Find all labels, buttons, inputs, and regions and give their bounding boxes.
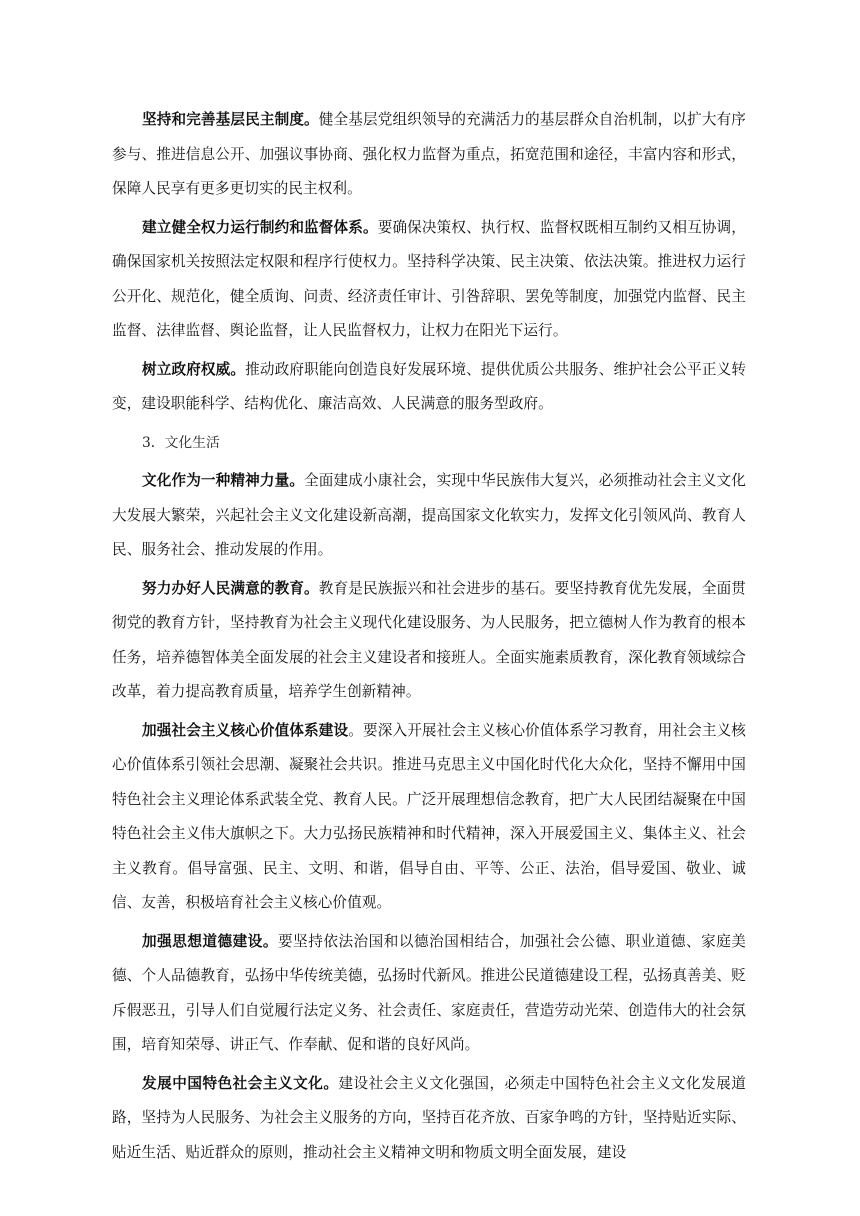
paragraph-body: 建设社会主义文化强国，必须走中国特色社会主义文化发展道路，坚持为人民服务、为社会主义服务的方向，坚持百花齐放、百家争鸣的方针，坚持贴近实际、贴近生活、贴近群众的原则，推动社会主义精神文明和物质文明全面发展，建设 xyxy=(112,1074,746,1161)
paragraph-lead: 努力办好人民满意的教育。 xyxy=(142,579,319,597)
paragraph-lead: 加强思想道德建设。 xyxy=(142,932,278,950)
paragraph-body: 健全基层党组织领导的充满活力的基层群众自治机制，以扩大有序参与、推进信息公开、加强议事协商、强化权力监督为重点，拓宽范围和途径，丰富内容和形式，保障人民享有更多更切实的民主权利。 xyxy=(112,111,747,197)
paragraph-body: 教育是民族振兴和社会进步的基石。要坚持教育优先发展，全面贯彻党的教育方针，坚持教育为社会主义现代化建设服务、为人民服务，把立德树人作为教育的根本任务，培养德智体美全面发展的社会主义建设者和接班人。全面实施素质教育，深化教育领域综合改革，着力提高教育质量，培养学生创新精神。 xyxy=(112,579,747,700)
paragraph-culture-power xyxy=(112,464,746,568)
paragraph-body: 推动政府职能向创造良好发展环境、提供优质公共服务、维护社会公平正义转变，建设职能科学、结构优化、廉洁高效、人民满意的服务型政府。 xyxy=(112,360,747,412)
paragraph-lead: 树立政府权威。 xyxy=(142,360,246,378)
paragraph-government-authority xyxy=(112,353,746,422)
document-page xyxy=(112,103,746,1174)
paragraph-body: 要坚持依法治国和以德治国相结合，加强社会公德、职业道德、家庭美德、个人品德教育，弘扬中华传统美德，弘扬时代新风。推进公民道德建设工程，弘扬真善美、贬斥假恶丑，引导人们自觉履行法定义务、社会责任、家庭责任，营造劳动光荣、创造伟大的社会氛围，培育知荣辱、讲正气、作奉献、促和谐的良好风尚。 xyxy=(112,932,746,1053)
paragraph-lead: 加强社会主义核心价值体系建设 xyxy=(142,721,349,739)
paragraph-lead: 坚持和完善基层民主制度。 xyxy=(142,111,319,128)
paragraph-body: 全面建成小康社会，实现中华民族伟大复兴，必须推动社会主义文化大发展大繁荣，兴起社会主义文化建设新高潮，提高国家文化软实力，发挥文化引领风尚、教育人民、服务社会、推动发展的作用。 xyxy=(112,472,746,558)
paragraph-body: 要确保决策权、执行权、监督权既相互制约又相互协调，确保国家机关按照法定权限和程序行使权力。坚持科学决策、民主决策、依法决策。推进权力运行公开化、规范化，健全质询、问责、经济责任审计、引咎辞职、罢免等制度，加强党内监督、民主监督、法律监督、舆论监督，让人民监督权力，让权力在阳光下运行。 xyxy=(112,218,746,339)
paragraph-lead: 文化作为一种精神力量。 xyxy=(142,472,305,489)
paragraph-core-values xyxy=(112,714,746,921)
paragraph-power-supervision xyxy=(112,211,746,349)
paragraph-education xyxy=(112,572,746,710)
paragraph-moral-construction xyxy=(112,925,746,1063)
section-heading: 3．文化生活 xyxy=(142,434,220,451)
paragraph-socialist-culture xyxy=(112,1067,746,1171)
paragraph-grassroots-democracy xyxy=(112,103,746,207)
paragraph-lead: 建立健全权力运行制约和监督体系。 xyxy=(142,218,378,236)
paragraph-body: 。要深入开展社会主义核心价值体系学习教育，用社会主义核心价值体系引领社会思潮、凝聚社会共识。推进马克思主义中国化时代化大众化，坚持不懈用中国特色社会主义理论体系武装全党、教育人民。广泛开展理想信念教育，把广大人民团结凝聚在中国特色社会主义伟大旗帜之下。大力弘扬民族精神和时代精神，深入开展爱国主义、集体主义、社会主义教育。倡导富强、民主、文明、和谐，倡导自由、平等、公正、法治，倡导爱国、敬业、诚信、友善，积极培育社会主义核心价值观。 xyxy=(112,721,747,911)
paragraph-lead: 发展中国特色社会主义文化。 xyxy=(142,1074,339,1092)
